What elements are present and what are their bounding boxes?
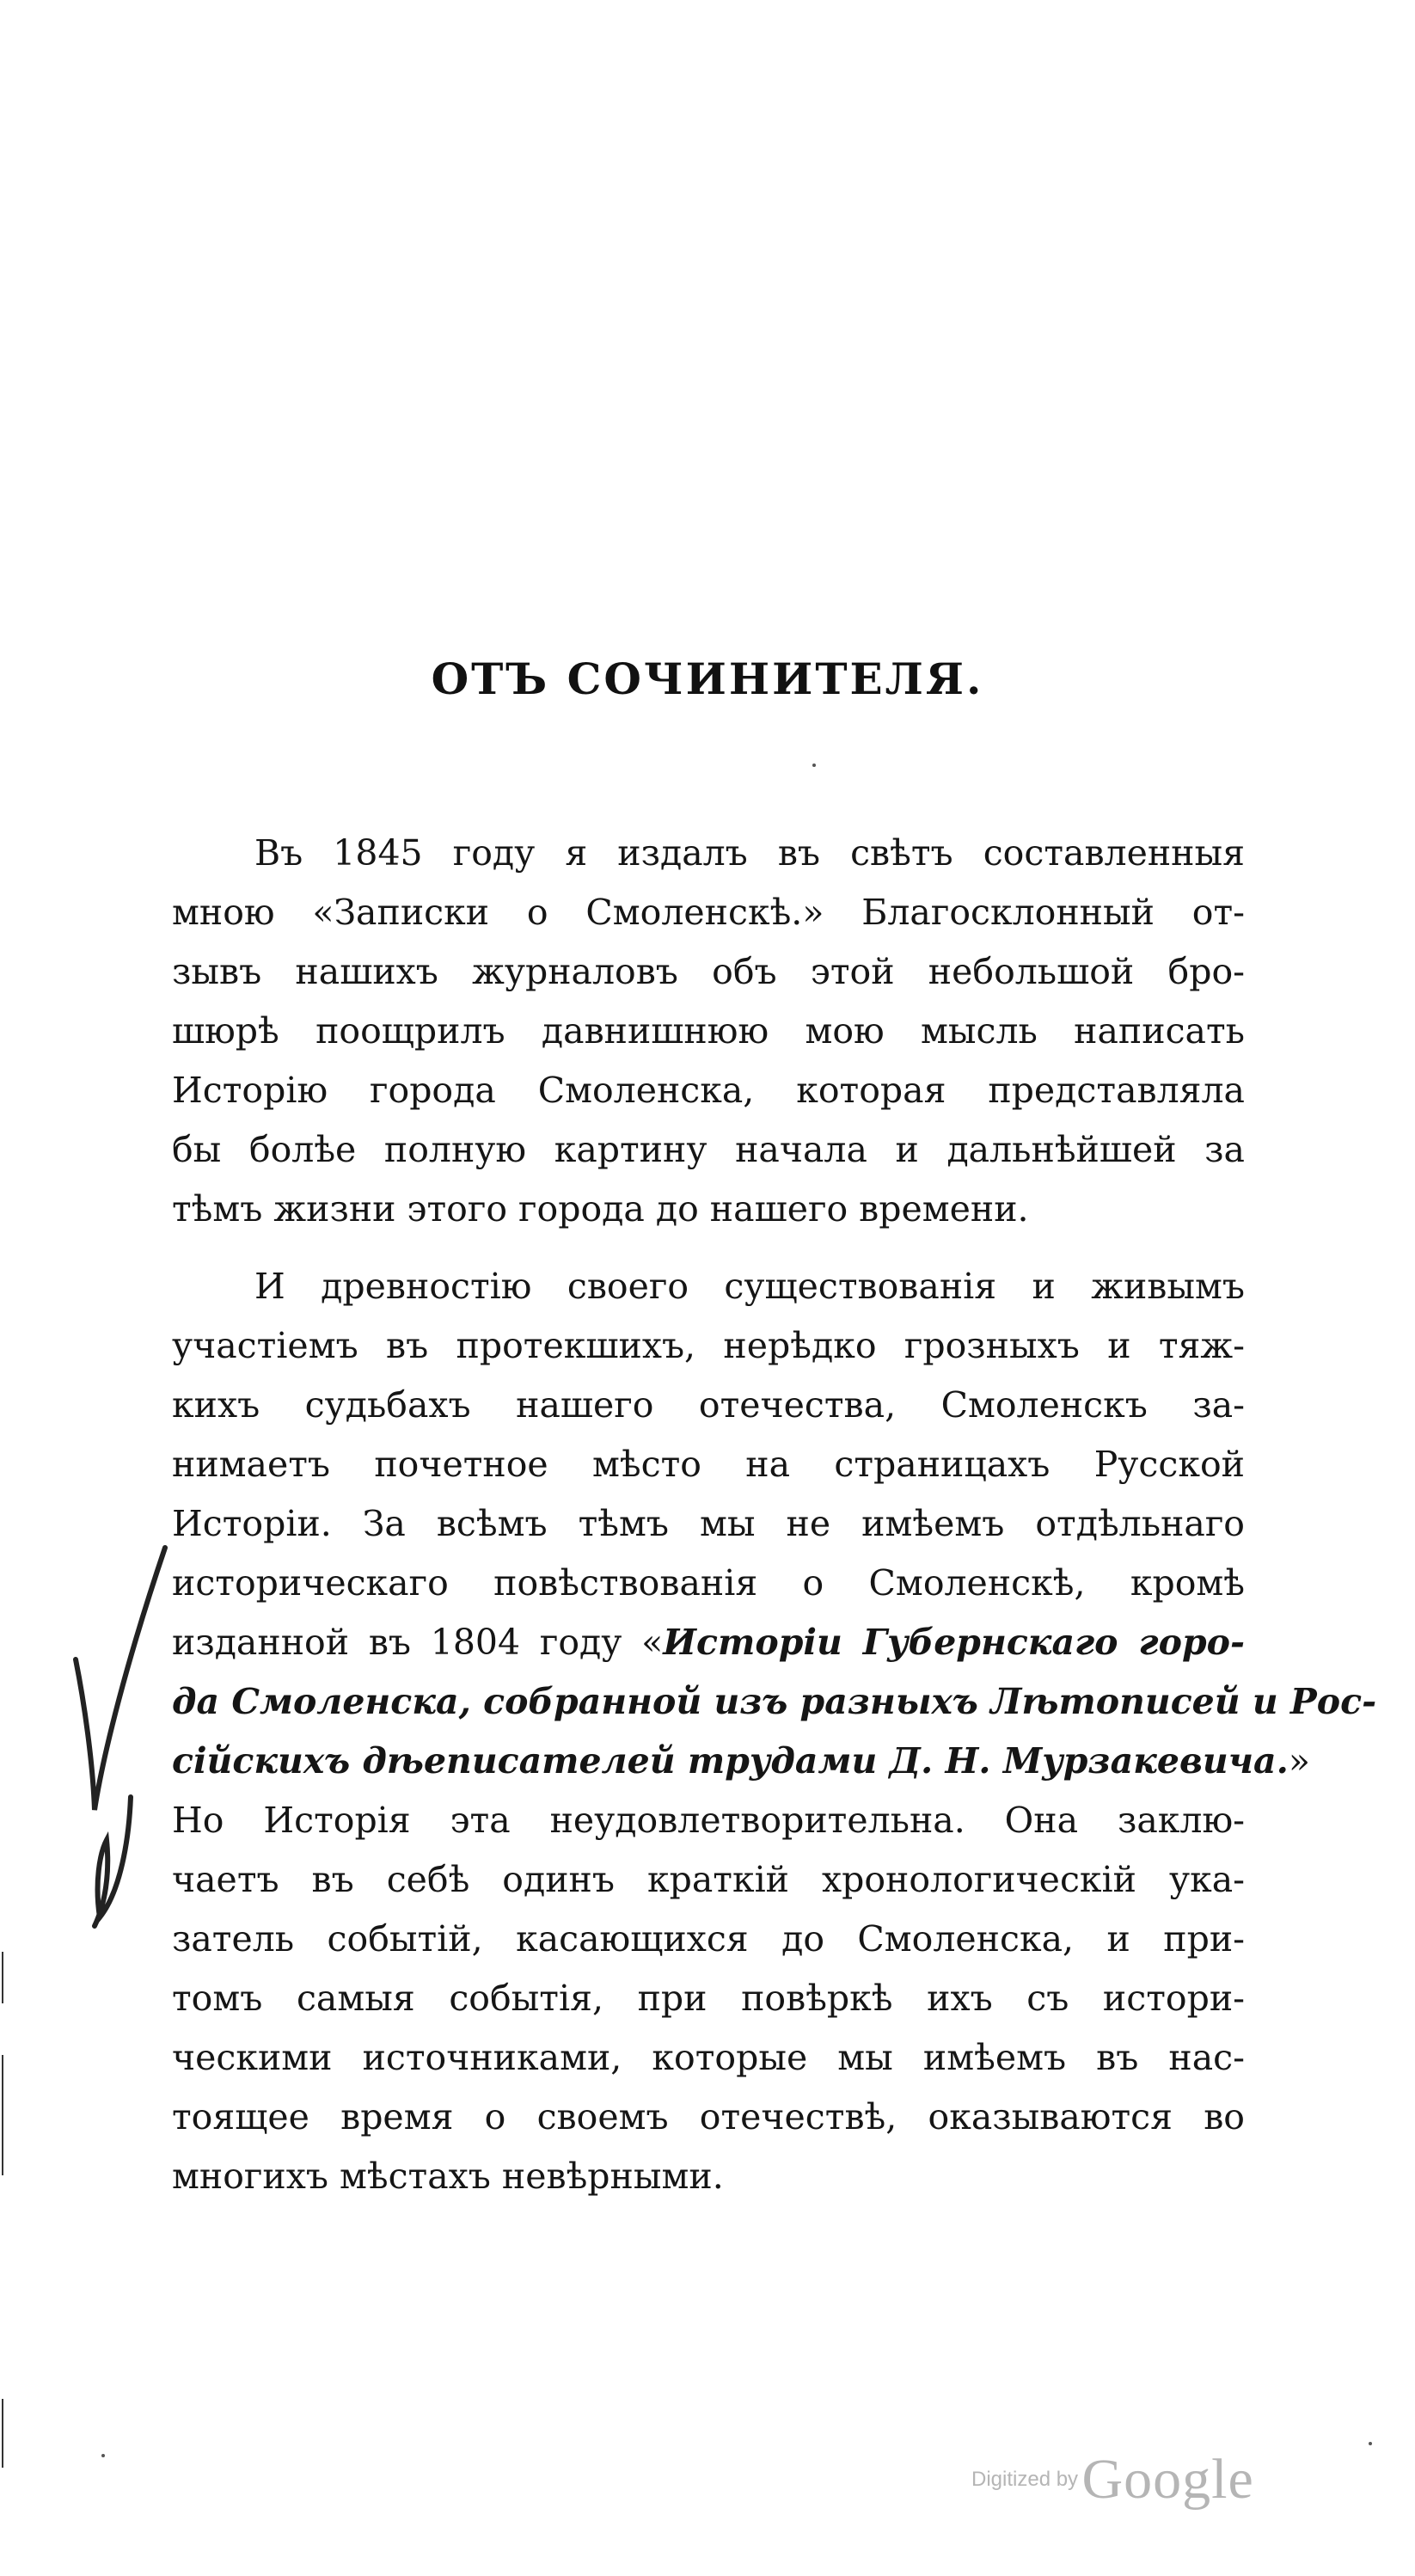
text-line: кихъ судьбахъ нашего отечества, Смоленскъ за- (172, 1384, 1245, 1426)
text-line: И древностію своего существованія и живымъ (254, 1266, 1245, 1307)
text-line: тоящее время о своемъ отечествѣ, оказываются во (172, 2096, 1245, 2137)
text-fragment: изданной въ 1804 году « (172, 1622, 664, 1663)
text-line: ческими источниками, которые мы имѣемъ въ нас- (172, 2037, 1245, 2078)
text-line: Исторіи. За всѣмъ тѣмъ мы не имѣемъ отдѣльнаго (172, 1503, 1245, 1544)
scan-speck (101, 2454, 105, 2457)
text-line: мною «Записки о Смоленскѣ.» Благосклонный от- (172, 892, 1245, 933)
text-line: Въ 1845 году я издалъ въ свѣтъ составленныя (254, 832, 1245, 874)
citation-line (172, 1672, 1377, 1732)
citation-title: да Смоленска, собранной изъ разныхъ Лѣтописей и Рос- (172, 1681, 1377, 1722)
text-line: бы болѣе полную картину начала и дальнѣйшей за (172, 1129, 1245, 1170)
text-line: нимаетъ почетное мѣсто на страницахъ Русской (172, 1444, 1245, 1485)
text-line-with-citation (172, 1613, 1245, 1672)
citation-title: Исторіи Губернскаго горо- (663, 1622, 1245, 1663)
scan-speck (812, 764, 816, 767)
scan-speck (1369, 2442, 1372, 2445)
google-logo: Google (1081, 2448, 1254, 2511)
text-fragment: » (1288, 1740, 1310, 1782)
text-line: участіемъ въ протекшихъ, нерѣдко грозныхъ и тяж- (172, 1325, 1245, 1366)
citation-title: сійскихъ дѣеписателей трудами Д. Н. Мурзакевича. (172, 1740, 1289, 1782)
text-line: затель событій, касающихся до Смоленска, и при- (172, 1918, 1245, 1960)
text-line: историческаго повѣствованія о Смоленскѣ, кромѣ (172, 1562, 1245, 1604)
watermark-prefix: Digitized by (971, 2468, 1079, 2491)
text-line: зывъ нашихъ журналовъ объ этой небольшой бро- (172, 951, 1245, 992)
paragraph-2 (172, 1257, 1377, 2206)
citation-line (172, 1732, 1310, 1791)
handwritten-check-mark-icon (69, 1513, 189, 1943)
text-line: многихъ мѣстахъ невѣрными. (172, 2156, 724, 2197)
page-title: ОТЪ СОЧИНИТЕЛЯ. (431, 653, 984, 704)
digitized-watermark (971, 2447, 1254, 2512)
text-line: чаетъ въ себѣ одинъ краткій хронологическій ука- (172, 1859, 1245, 1900)
text-line: тѣмъ жизни этого города до нашего времени. (172, 1188, 1029, 1230)
paragraph-1 (172, 824, 1245, 1239)
text-line: шюрѣ поощрилъ давнишнюю мою мысль написать (172, 1010, 1245, 1052)
text-line: Но Исторія эта неудовлетворительна. Она заклю- (172, 1800, 1245, 1841)
scan-edge-mark (0, 1952, 9, 2485)
text-line: томъ самыя событія, при повѣркѣ ихъ съ истори- (172, 1978, 1245, 2019)
text-line: Исторію города Смоленска, которая представляла (172, 1070, 1245, 1111)
